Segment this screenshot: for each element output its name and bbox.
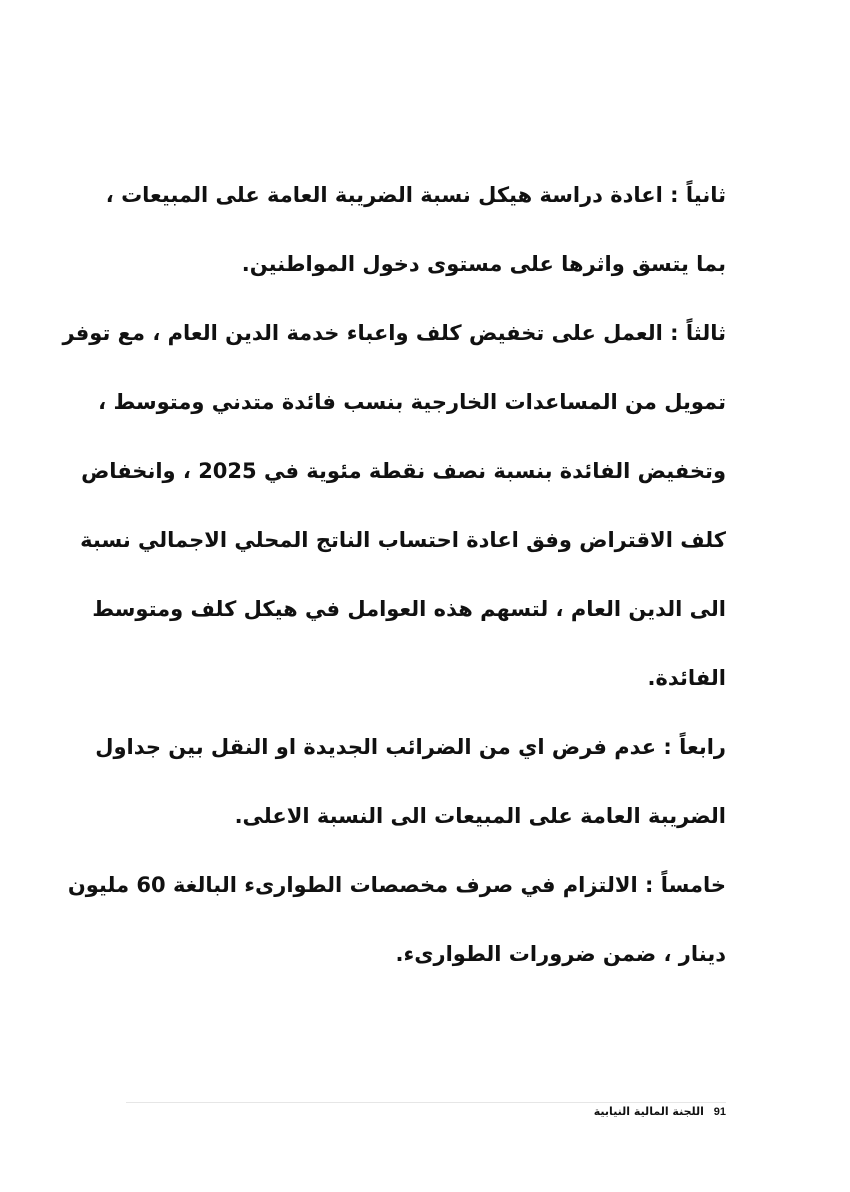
text-line: بما يتسق واثرها على مستوى دخول المواطنين. (241, 252, 726, 276)
text-line: الى الدين العام ، لتسهم هذه العوامل في هيكل كلف ومتوسط (92, 597, 726, 621)
text-line: رابعاً : عدم فرض اي من الضرائب الجديدة او النقل بين جداول (95, 735, 726, 759)
paragraph-fifth (67, 855, 726, 993)
paragraph-second (105, 165, 726, 303)
document-body (62, 165, 726, 993)
text-line: الضريبة العامة على المبيعات الى النسبة الاعلى. (234, 804, 726, 828)
text-line: كلف الاقتراض وفق اعادة احتساب الناتج المحلي الاجمالي نسبة (80, 528, 726, 552)
text-line: الفائدة. (647, 666, 726, 690)
footer-committee-name: اللجنة المالية النيابية (593, 1105, 704, 1118)
page-number: 91 (713, 1106, 726, 1118)
paragraph-third (62, 303, 726, 717)
paragraph-fourth (95, 717, 726, 855)
text-line: خامساً : الالتزام في صرف مخصصات الطوارىء البالغة 60 مليون (67, 873, 726, 897)
text-line: ثانياً : اعادة دراسة هيكل نسبة الضريبة العامة على المبيعات ، (105, 183, 726, 207)
page-footer (126, 1104, 726, 1120)
text-line: تمويل من المساعدات الخارجية بنسب فائدة متدني ومتوسط ، (98, 390, 726, 414)
text-line: وتخفيض الفائدة بنسبة نصف نقطة مئوية في 2025 ، وانخفاض (81, 459, 726, 483)
footer-divider (126, 1102, 726, 1103)
text-line: ثالثاً : العمل على تخفيض كلف واعباء خدمة الدين العام ، مع توفر (62, 321, 726, 345)
text-line: دينار ، ضمن ضرورات الطوارىء. (395, 942, 726, 966)
